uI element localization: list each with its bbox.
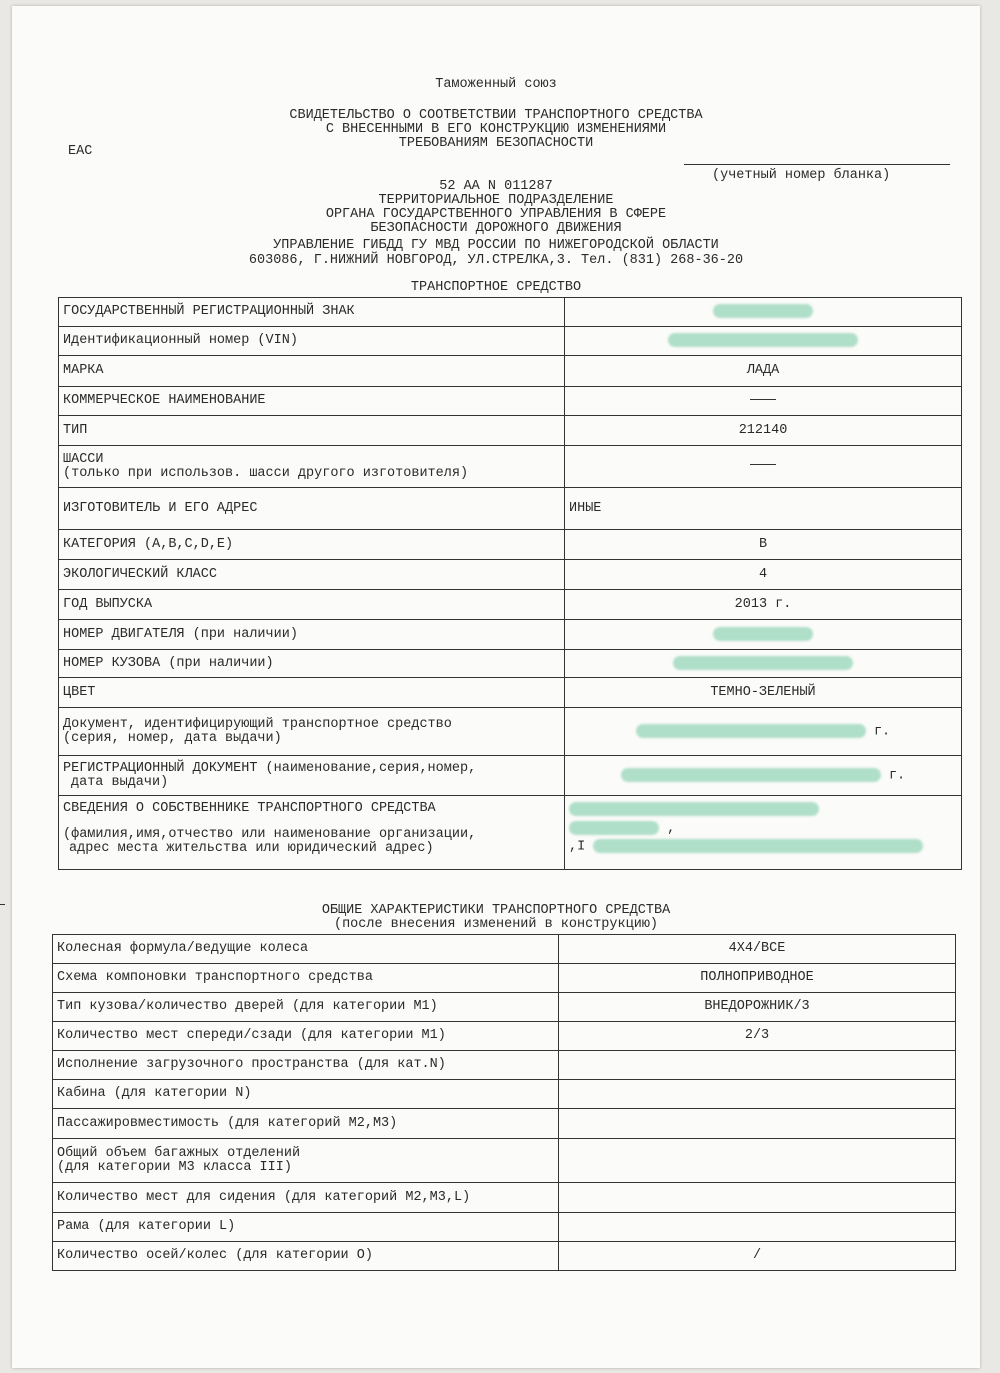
table-row [59,387,962,416]
owner-label-line3: адрес места жительства или юридический адрес) [69,841,434,856]
engine-value [565,620,962,650]
edge-mark [0,904,5,905]
table-row [59,796,962,870]
year-value: 2013 г. [565,590,962,620]
reg-doc-value [565,756,962,796]
table-row [59,756,962,796]
spec-label [53,993,559,1022]
reg-doc-suffix: г. [888,768,906,784]
spec-label-line: Количество осей/колес (для категории O) [57,1248,373,1263]
owner-label-line1: СВЕДЕНИЯ О СОБСТВЕННИКЕ ТРАНСПОРТНОГО СРЕДСТВА [63,801,436,816]
id-doc-label-line2: (серия, номер, дата выдачи) [63,730,282,746]
table-row [53,1022,956,1051]
spec-label [53,964,559,993]
spec-value [559,1139,956,1183]
vehicle-table [58,297,962,870]
table-row [53,1242,956,1271]
table-row [59,356,962,387]
org-line2: ОРГАНА ГОСУДАРСТВЕННОГО УПРАВЛЕНИЯ В СФЕРЕ [325,207,667,222]
table-row [53,1213,956,1242]
section-vehicle-title: ТРАНСПОРТНОЕ СРЕДСТВО [410,280,582,295]
spec-label [53,1051,559,1080]
vin-value [565,327,962,356]
commercial-label: КОММЕРЧЕСКОЕ НАИМЕНОВАНИЕ [59,387,565,416]
spec-value: ПОЛНОПРИВОДНОЕ [559,964,956,993]
reg-doc-label [59,756,565,796]
table-row [53,1109,956,1139]
reg-sign-value [565,298,962,327]
eac-mark: ЕАС [68,144,93,159]
spec-label-line: Кабина (для категории N) [57,1086,252,1101]
body-number-value [565,650,962,678]
id-doc-label [59,708,565,756]
spec-value [559,1109,956,1139]
spec-value: 4X4/ВСЕ [559,935,956,964]
table-row [59,327,962,356]
table-row [59,708,962,756]
category-value: В [565,530,962,560]
org-line1: ТЕРРИТОРИАЛЬНОЕ ПОДРАЗДЕЛЕНИЕ [378,193,614,208]
spec-value: ВНЕДОРОЖНИК/3 [559,993,956,1022]
reg-number-label: (учетный номер бланка) [712,168,891,183]
engine-label: НОМЕР ДВИГАТЕЛЯ (при наличии) [59,620,565,650]
reg-doc-label-line1: РЕГИСТРАЦИОННЫЙ ДОКУМЕНТ (наименование,серия,номер, [63,760,477,776]
spec-label [53,1080,559,1109]
owner-comma: , [667,821,676,837]
type-label: ТИП [59,416,565,446]
table-row [59,446,962,488]
spec-label-line: Рама (для категории L) [57,1219,236,1234]
spec-label-line: Общий объем багажных отделений [57,1145,301,1161]
spec-label [53,1213,559,1242]
color-label: ЦВЕТ [59,678,565,708]
spec-value [559,1080,956,1109]
spec-label [53,1139,559,1183]
doc-title-line3: ТРЕБОВАНИЯМ БЕЗОПАСНОСТИ [398,136,594,151]
id-doc-label-line1: Документ, идентифицирующий транспортное средство [63,716,452,732]
commercial-value [565,387,962,416]
id-doc-suffix: г. [873,724,891,740]
owner-label-line2: (фамилия,имя,отчество или наименование организации, [63,827,477,842]
spec-value: 2/3 [559,1022,956,1051]
table-row [53,964,956,993]
spec-label [53,1242,559,1271]
reg-number-line [684,164,950,165]
table-row [59,678,962,708]
table-row [59,416,962,446]
certificate-sheet [12,6,980,1368]
type-value: 212140 [565,416,962,446]
table-row [53,993,956,1022]
category-label: КАТЕГОРИЯ (A,B,C,D,E) [59,530,565,560]
spec-label-line: Количество мест для сидения (для категорий M2,M3,L) [57,1189,471,1205]
id-doc-value [565,708,962,756]
eco-class-label: ЭКОЛОГИЧЕСКИЙ КЛАСС [59,560,565,590]
specs-table [52,934,956,1271]
chassis-label-line1: ШАССИ [63,451,104,467]
spec-value [559,1213,956,1242]
doc-title-line1: СВИДЕТЕЛЬСТВО О СООТВЕТСТВИИ ТРАНСПОРТНОГО СРЕДСТВА [289,108,703,123]
spec-label-line: Схема компоновки транспортного средства [57,970,373,985]
table-row [53,1183,956,1213]
spec-label-line: Исполнение загрузочного пространства (для кат.N) [57,1057,446,1072]
color-value: ТЕМНО-ЗЕЛЕНЫЙ [565,678,962,708]
chassis-label [59,446,565,488]
table-row [53,1051,956,1080]
certificate-number: 52 АА N 011287 [439,179,553,194]
spec-value [559,1183,956,1213]
table-row [59,488,962,530]
owner-mark: ,I [569,839,586,855]
table-row [59,650,962,678]
reg-doc-label-line2: дата выдачи) [71,774,169,790]
table-row [53,1080,956,1109]
table-row [59,590,962,620]
spec-label [53,1183,559,1213]
section-specs-title-line2: (после внесения изменений в конструкцию) [333,917,659,932]
eco-class-value: 4 [565,560,962,590]
org-line3: БЕЗОПАСНОСТИ ДОРОЖНОГО ДВИЖЕНИЯ [370,221,622,236]
spec-label-line: Количество мест спереди/сзади (для категории M1) [57,1028,446,1043]
table-row [59,620,962,650]
make-label: МАРКА [59,356,565,387]
chassis-value [565,446,962,488]
owner-label [59,796,565,870]
manufacturer-value: ИНЫЕ [565,488,962,530]
table-row [59,560,962,590]
spec-label [53,1109,559,1139]
section-specs-title-line1: ОБЩИЕ ХАРАКТЕРИСТИКИ ТРАНСПОРТНОГО СРЕДСТВА [321,903,671,918]
vin-label: Идентификационный номер (VIN) [59,327,565,356]
spec-label [53,1022,559,1051]
spec-label-line: Колесная формула/ведущие колеса [57,941,309,956]
owner-value [565,796,962,870]
table-row [53,1139,956,1183]
spec-label-line2: (для категории M3 класса III) [57,1159,292,1175]
manufacturer-label: ИЗГОТОВИТЕЛЬ И ЕГО АДРЕС [59,488,565,530]
org-line5: 603086, Г.НИЖНИЙ НОВГОРОД, УЛ.СТРЕЛКА,3. Тел. (831) 268-36-20 [248,253,744,268]
table-row [53,935,956,964]
spec-value: / [559,1242,956,1271]
table-row [59,298,962,327]
union-title: Таможенный союз [435,77,557,92]
make-value: ЛАДА [565,356,962,387]
doc-title-line2: С ВНЕСЕННЫМИ В ЕГО КОНСТРУКЦИЮ ИЗМЕНЕНИЯМИ [325,122,667,137]
chassis-label-line2: (только при использов. шасси другого изготовителя) [63,465,469,481]
spec-label-line: Пассажировместимость (для категорий M2,M3) [57,1115,398,1131]
table-row [59,530,962,560]
spec-label [53,935,559,964]
body-number-label: НОМЕР КУЗОВА (при наличии) [59,650,565,678]
year-label: ГОД ВЫПУСКА [59,590,565,620]
spec-label-line: Тип кузова/количество дверей (для категории M1) [57,999,438,1014]
spec-value [559,1051,956,1080]
reg-sign-label: ГОСУДАРСТВЕННЫЙ РЕГИСТРАЦИОННЫЙ ЗНАК [59,298,565,327]
org-line4: УПРАВЛЕНИЕ ГИБДД ГУ МВД РОССИИ ПО НИЖЕГОРОДСКОЙ ОБЛАСТИ [273,238,719,253]
